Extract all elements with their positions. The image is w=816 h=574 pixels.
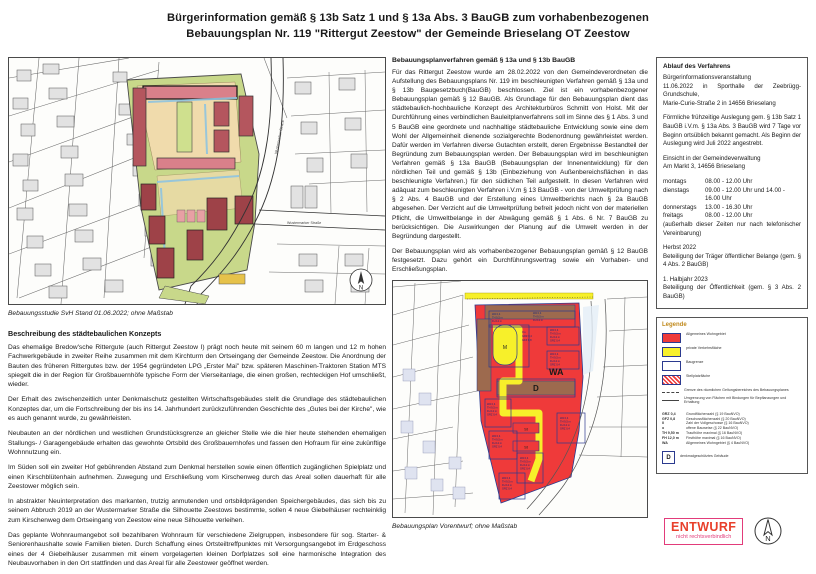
- page-title: [0, 10, 816, 42]
- svg-text:Wustermarker Straße: Wustermarker Straße: [287, 221, 322, 225]
- svg-text:TH 9,5 m: TH 9,5 m: [550, 332, 561, 336]
- legend-swatch-stellplatz-icon: [662, 375, 681, 385]
- legend-abbr-text: Allgemeines Wohngebiet (§ 4 BauNVO): [686, 440, 750, 445]
- svg-text:GRZ 0,4: GRZ 0,4: [502, 487, 512, 491]
- svg-text:TH 9,5 m: TH 9,5 m: [492, 438, 503, 442]
- svg-text:GRZ 0,4: GRZ 0,4: [492, 445, 502, 449]
- map-label-wa: WA: [549, 367, 564, 378]
- svg-text:St: St: [524, 444, 528, 450]
- svg-text:Wustermarker Straße: Wustermarker Straße: [274, 119, 286, 155]
- svg-text:WA 0,4: WA 0,4: [550, 353, 559, 357]
- legend-item-label: Grenze des räumlichen Geltungsbereiches des Bebauungsplanes: [684, 387, 789, 392]
- bplan-draft-map: [392, 280, 648, 518]
- opening-hours-day: donnerstags: [663, 203, 697, 211]
- title-line-2: Bebauungsplan Nr. 119 "Rittergut Zeestow" der Gemeinde Brieselang OT Zeestow: [186, 28, 630, 40]
- event-title: Bürgerinformationsveranstaltung: [663, 74, 752, 81]
- site-study-map-caption: Bebauungsstudie SvH Stand 01.06.2022; ohne Maßstab: [8, 310, 173, 317]
- concept-paragraph: Das geplante Wohnraumangebot soll bezahlbaren Wohnraum für verschiedene Zielgruppen, insbesondere für sog. Starter- & Seniorenhaushalte sowie Familien bieten. Durch Schaffung eines Ortsteiltreffpunktes mit Versorgungsangebot im Erdgeschoss eines der 4 Giebelhäuser zusammen mit einem vorgelagerten kleinen Dorfplatzes soll eine harmonische Integration des Neubauvorhaben in den Ort stattfinden und das Areal für alle Zeestower geöffnet werden.: [8, 532, 386, 567]
- map-legend: [656, 317, 808, 475]
- svg-text:FH 12 m: FH 12 m: [487, 410, 497, 414]
- legend-item: [662, 332, 802, 343]
- concept-paragraph: Im Süden soll ein zweiter Hof gebührenden Abstand zum Denkmal herstellen sowie einen öffentlich zugänglichen Spielplatz und einen Kirschblütenhain aufnehmen. Zuwegung und Erschließung vom Kirschenweg durch das Areal sollen dauerhaft für alle Zeestower möglich sein.: [8, 464, 386, 490]
- legend-item-label: Stellplatzfläche: [686, 373, 711, 378]
- legend-abbr-text: Traufhöhe maximal (§ 16 BauNVO): [686, 431, 743, 436]
- viewing-title: Einsicht in der Gemeindeverwaltung: [663, 154, 761, 162]
- legend-swatch-baugrenze-icon: [662, 361, 681, 371]
- legend-abbr-key: FH 12,0 m: [662, 435, 679, 440]
- svg-text:TH 9,5 m: TH 9,5 m: [550, 356, 561, 360]
- legend-abbr-key: o: [662, 426, 665, 431]
- legend-swatch-wohngebiet-icon: [662, 333, 681, 343]
- svg-text:GRZ 0,4: GRZ 0,4: [550, 339, 560, 343]
- draft-stamp: [664, 518, 743, 545]
- procedure-paragraph: Der Bebauungsplan wird als vorhabenbezogener Bebauungsplan gemäß § 12 BauGB festgesetzt. Dazu gehört ein Durchführungsvertrag sowie ein Vorhaben- und Erschließungsplan.: [392, 247, 648, 273]
- svg-text:TH 9,5 m: TH 9,5 m: [492, 316, 503, 320]
- schedule-heading: Ablauf des Verfahrens: [663, 63, 731, 70]
- draft-stamp-title: ENTWURF: [671, 519, 737, 534]
- legend-item-label: private Verkehrsfläche: [686, 345, 722, 350]
- opening-hours-row: [663, 187, 801, 204]
- milestone-1-date: Herbst 2022: [663, 244, 697, 252]
- milestone-2-date: 1. Halbjahr 2023: [663, 275, 708, 283]
- svg-text:GFZ 0,8: GFZ 0,8: [522, 339, 532, 343]
- svg-text:FH 12 m: FH 12 m: [560, 424, 570, 428]
- legend-item-label: Allgemeines Wohngebiet: [686, 331, 726, 336]
- title-line-1: Bürgerinformation gemäß § 13b Satz 1 und § 13a Abs. 3 BauGB zum vorhabenbezogenen: [166, 12, 649, 24]
- viewing-address: Am Markt 3, 14656 Brieselang: [663, 163, 745, 171]
- svg-text:FH 12 m: FH 12 m: [492, 442, 502, 446]
- opening-hours-day: montags: [663, 177, 687, 185]
- legend-item-denkmal: [662, 451, 802, 464]
- legend-abbr-key: GRZ 0,4: [662, 411, 676, 416]
- svg-text:TH 9,5 m: TH 9,5 m: [533, 315, 544, 319]
- legend-swatch-verkehrsflaeche-icon: [662, 347, 681, 357]
- opening-hours-day: freitags: [663, 212, 683, 220]
- legend-denkmal-icon: D: [662, 451, 675, 464]
- legend-abbr-key: WA: [662, 440, 668, 445]
- concept-paragraph: Das ehemalige Bredow'sche Rittergute (auch Rittergut Zeestow I) prägt noch heute mit seinem 60 m langen und 12 m hohen Fachwerkgebäude in zweiter Reihe zusammen mit dem Kirchturm den Ortseingang der Gemeinde Zeestow. Die Anordnung der Bauten des früheren Rittergutes bzw. der 1954 gegründeten LPG „Erster Mai" bzw. späteren Maschinen-Traktoren Station MTS spiegelt die in der Region für Großbauernhöfe typische Form der Vierseitanlage, die einen großen, rechteckigen Hof umschließt, wieder.: [8, 344, 386, 389]
- concept-paragraph: In abstrakter Neuinterpretation des markanten, trutzig anmutenden und ortsbildprägenden Speichergebäudes, das sich bis zu seinem Abbruch 2019 an der Wustermarker Straße die Silhouette Zeestows bestimmte, sollen 4 neue Giebelhäuser rechteinklig zum Kirschenweg dem Ortseingang von Zeestow eine neue Silhouette verleihen.: [8, 498, 386, 524]
- legend-item: [662, 374, 802, 385]
- bplan-draft-map-caption: Bebauungsplan Vorentwurf; ohne Maßstab: [392, 523, 518, 531]
- legend-item-label: Umgrenzung von Flächen mit Bindungen für Bepflanzungen und Erhaltung: [684, 395, 787, 405]
- milestone-1-text: Beteiligung der Träger öffentlicher Belange (gem. § 4 Abs. 2 BauGB): [663, 252, 801, 269]
- opening-hours-row: [663, 178, 801, 187]
- legend-item: [662, 396, 802, 405]
- legend-title: Legende: [662, 321, 687, 328]
- milestone-2-text: Beteiligung der Öffentlichkeit (gem. § 3 Abs. 2 BauGB): [663, 284, 801, 301]
- display-paragraph: Förmliche frühzeitige Auslegung gem. § 13b Satz 1 BauGB i.V.m. § 13a Abs. 3 BauGB wird 7 Tage vor Beginn ortsüblich bekannt gemacht. Als Beginn der Auslegung wird Juli 2022 angestrebt.: [663, 114, 801, 148]
- svg-text:WA 0,4: WA 0,4: [560, 417, 569, 421]
- svg-text:FH 12 m: FH 12 m: [492, 320, 502, 324]
- svg-text:GRZ 0,4: GRZ 0,4: [550, 363, 560, 367]
- svg-text:FH 12 m: FH 12 m: [520, 464, 530, 468]
- svg-text:WA 0,4: WA 0,4: [487, 403, 496, 407]
- svg-text:FH 12 m: FH 12 m: [502, 484, 512, 488]
- concept-paragraph: Der Erhalt des zwischenzeitlich unter Denkmalschutz gestellten Wirtschaftsgebäudes stellt die Grundlage des städtebaulichen Konzeptes dar, um die Fortschreibung der bis ins 14. Jahrhundert zurückzuführenden Geschichte des „Gutes bei der Kirche", wie es auch genannt wurde, zu gewährleisten.: [8, 396, 386, 423]
- svg-text:WA 0,4: WA 0,4: [550, 329, 559, 333]
- svg-text:GRZ 0,4: GRZ 0,4: [522, 335, 532, 339]
- event-location-line1: 11.06.2022 in Sporthalle der Zeebrügg-Grundschule,: [663, 82, 801, 99]
- opening-hours-row: [663, 212, 801, 221]
- svg-text:II o: II o: [522, 331, 526, 335]
- opening-hours-time: 09.00 - 12.00 Uhr und 14.00 - 16.00 Uhr: [705, 186, 785, 203]
- map-label-m: M: [502, 345, 508, 352]
- svg-text:St: St: [524, 426, 528, 432]
- legend-denkmal-label: denkmalgeschütztes Gebäude: [680, 454, 729, 459]
- left-column: [8, 57, 386, 574]
- svg-text:FH 12 m: FH 12 m: [533, 319, 543, 323]
- legend-item: [662, 346, 802, 357]
- opening-hours-day: dienstags: [663, 186, 690, 194]
- svg-text:WA 0,4: WA 0,4: [533, 312, 542, 316]
- right-column: [656, 57, 808, 474]
- svg-text:FH 12 m: FH 12 m: [550, 336, 560, 340]
- event-location-line2: Marie-Curie-Straße 2 in 14656 Brieselang: [663, 99, 776, 107]
- legend-abbr-text: Zahl der Vollgeschosse (§ 16 BauNVO): [686, 421, 749, 426]
- opening-hours-row: [663, 204, 801, 213]
- legend-abbr-text: offene Bauweise (§ 22 BauNVO): [686, 426, 739, 431]
- legend-abbr-text: Firsthöhe maximal (§ 16 BauNVO): [686, 435, 741, 440]
- legend-abbr-key: TH 9,50 m: [662, 431, 679, 436]
- svg-text:GRZ 0,4: GRZ 0,4: [520, 467, 530, 471]
- legend-abbr-text: Grundflächenzahl (§ 19 BauNVO): [686, 411, 740, 416]
- svg-text:WA 0,4: WA 0,4: [520, 457, 529, 461]
- svg-text:WA 0,4: WA 0,4: [502, 477, 511, 481]
- opening-hours-note: (außerhalb dieser Zeiten nur nach telefonischer Vereinbarung): [663, 220, 801, 237]
- legend-item: [662, 388, 802, 393]
- draft-stamp-subtitle: nicht rechtsverbindlich: [675, 533, 732, 540]
- svg-text:WA 0,4: WA 0,4: [492, 313, 501, 317]
- concept-paragraph: Neubauten an der nördlichen und westlichen Grundstücksgrenze an gleicher Stelle wie die hier heute stehenden ehemaligen Stallungs- / Garagengebäude erhalten das gewohnte Ortsbild des Großbauernhofes und fassen den Hofraum für eine zukünftige Wohnnutzung ein.: [8, 430, 386, 456]
- svg-text:TH 9,5 m: TH 9,5 m: [487, 406, 498, 410]
- site-study-map: [8, 57, 386, 305]
- north-arrow-icon: [350, 269, 372, 292]
- procedure-section-heading: Bebauungsplanverfahren gemäß § 13a und § 13b BauGB: [392, 57, 576, 64]
- svg-text:GRZ 0,4: GRZ 0,4: [487, 413, 497, 417]
- svg-text:N: N: [358, 285, 364, 292]
- legend-swatch-geltungsbereich-icon: [662, 392, 679, 393]
- svg-text:N: N: [765, 534, 772, 543]
- opening-hours-time: 13.00 - 16.30 Uhr: [705, 203, 753, 211]
- legend-item-label: Baugrenze: [686, 359, 704, 364]
- legend-item: [662, 360, 802, 371]
- legend-abbr-key: II: [662, 421, 664, 426]
- svg-text:TH 9,5 m: TH 9,5 m: [502, 480, 513, 484]
- map-label-d: D: [533, 384, 539, 394]
- legend-swatch-bepflanzung-icon: [662, 400, 679, 401]
- svg-text:GRZ 0,4: GRZ 0,4: [560, 427, 570, 431]
- bplan-draft-map-graphic: [393, 281, 647, 517]
- draft-stamp-group: [664, 516, 783, 546]
- north-arrow-icon: [753, 516, 783, 546]
- opening-hours-time: 08.00 - 12.00 Uhr: [705, 177, 753, 185]
- svg-text:WA 0,4: WA 0,4: [492, 435, 501, 439]
- svg-text:TH 9,5 m: TH 9,5 m: [560, 420, 571, 424]
- opening-hours-time: 08.00 - 12.00 Uhr: [705, 212, 753, 220]
- legend-abbr-key: GFZ 0,8: [662, 416, 676, 421]
- svg-text:FH 12 m: FH 12 m: [550, 360, 560, 364]
- procedure-paragraph: Für das Rittergut Zeestow wurde am 28.02.2022 von den Gemeindeverordneten die Aufstellung des Bebauungsplans Nr. 119 im beschleunigten Verfahren gemäß § 13a und § 13b Baugesetzbuch(BauGB) beschlossen. Ziel ist ein vorhabenbezogener Bebauungsplan gemäß § 12 BauGB. Als Grundlage für den Bebauungsplan dient das städtebaulich-hochbauliche Konzept des Architekturbüros Schmitt von Holst. Mit der Durchführung eines verbindlichen Bauleitplanverfahrens soll im Sinne des § 1 Abs. 3 und 5 BauGB eine geordnete und nachhaltige städtebauliche Entwicklung sowie eine dem Wohl der Allgemeinheit dienende sozialgerechte Bodenordnung gewährleistet werden. Dafür werden im Verfahren diverse Gutachten erstellt, deren Ergebnisse Bestandteil der Begründung zum Bebauungsplan werden. Der Bebauungsplan wird im beschleunigten Verfahren gemäß § 13a BauGB (Bebauungsplan der Innenentwicklung) für den nördlichen Teil und gemäß § 13b (Einbeziehung von Außenbereichsflächen in das beschleunigte Verfahren.) für den südlichen Teil aufgestellt. In diesen Verfahren wird adäquat zum beschleunigten Verfahren i.V.m § 13 BauGB - von der Umweltprüfung nach § 2 Abs. 4 BauGB und der Erstellung eines Umweltberichts nach § 2a BauGB abgesehen. Der Verzicht auf die Umweltprüfung befreit jedoch nicht von der materiellen Pflicht, die Umweltbelange in der Abwägung gemäß § 1 Abs. 6 Nr. 7 BauGB zu berücksichtigen. Die Auswirkungen der Planung auf die Umwelt werden in der Begründung dargestellt.: [392, 69, 648, 240]
- site-study-map-graphic: [9, 58, 385, 304]
- concept-section-heading: Beschreibung des städtebaulichen Konzepts: [8, 329, 162, 338]
- procedure-schedule-box: [656, 57, 808, 309]
- svg-text:TH 9,5 m: TH 9,5 m: [520, 460, 531, 464]
- middle-column: [392, 57, 648, 531]
- legend-abbr-text: Geschossflächenzahl (§ 20 BauNVO): [686, 416, 746, 421]
